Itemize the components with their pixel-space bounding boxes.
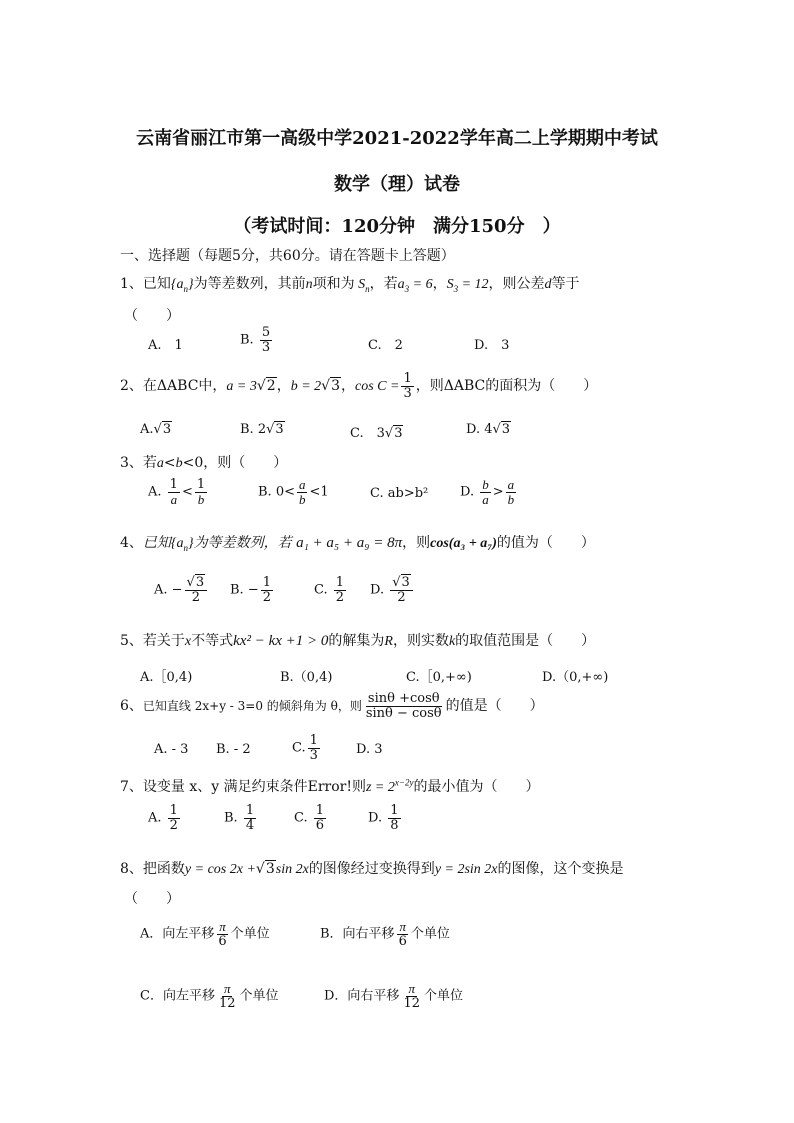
q3-option-c: C. ab>b² [370, 486, 429, 501]
q4-option-a: A. − $\frac{√3}{2}$ [154, 576, 209, 604]
q5-option-c: C.［0,+∞) [406, 670, 472, 685]
q5-option-d: D.（0,+∞) [542, 670, 609, 685]
document-subtitle: 数学（理）试卷 [334, 174, 460, 195]
question-8: 8、把函数y = cos 2x +√3sin 2x的图像经过变换得到y = 2sin 2x的图像，这个变换是 [120, 861, 624, 877]
q3-option-d: D. $\frac{b}{a}$ > $\frac{a}{b}$ [460, 477, 515, 507]
question-7: 7、设变量 x、y 满足约束条件Error!则$z = 2^{x-2y}$的最小值为（ ） [120, 777, 540, 795]
q7-option-a: A. $\frac{1}{2}$ [148, 803, 178, 833]
q5-option-a: A.［0,4) [140, 670, 193, 685]
q7-option-c: C. $\frac{1}{6}$ [294, 803, 325, 833]
q4-option-b: B. − $\frac{1}{2}$ [230, 575, 271, 605]
q2-option-c: C. 3√3 [350, 426, 403, 441]
question-1: 1、已知$\{a_n\}$为等差数列，其前n项和为 $S_n$，若$a_3 = 6$，$S_3 = 12$，则公差d等于 [120, 276, 580, 294]
q6-option-b: B. - 2 [216, 742, 251, 757]
q1-option-c: C. 2 [368, 338, 403, 353]
q4-option-c: C. $\frac{1}{2}$ [314, 575, 345, 605]
q8-option-c: C．向左平移 $\frac{\pi}{12}$ 个单位 [140, 981, 279, 1011]
question-1-paren: （ ） [124, 308, 180, 324]
q4-option-d: D. $\frac{√3}{2}$ [370, 576, 415, 604]
q2-option-d: D. 4√3 [466, 422, 511, 437]
q1-option-a: A. 1 [148, 338, 183, 353]
q2-option-a: A.√3 [140, 422, 172, 437]
document-title: 云南省丽江市第一高级中学2021-2022学年高二上学期期中考试 [136, 128, 658, 149]
q1-option-d: D. 3 [474, 338, 510, 353]
question-4: 4、已知$\{a_n\}$为等差数列，若 a₁ + a₅ + a₉ = 8π，则cos(a₃ + a₇)的值为（ ） [120, 535, 595, 553]
q8-option-a: A．向左平移 $\frac{\pi}{6}$ 个单位 [140, 919, 270, 949]
question-3: 3、若a<b<0，则（ ） [120, 455, 288, 471]
q3-option-b: B. 0< $\frac{a}{b}$ <1 [258, 477, 329, 507]
section-heading: 一、选择题（每题5分，共60分。请在答题卡上答题） [120, 248, 455, 264]
q5-option-b: B.（0,4) [280, 670, 333, 685]
q8-option-b: B．向右平移 $\frac{\pi}{6}$ 个单位 [320, 919, 450, 949]
question-2: 2、在ΔABC中，a = 3√2，b = 2√3，cos C = $\frac{1}{3}$ ，则ΔABC的面积为（ ） [120, 371, 598, 401]
q7-option-b: B. $\frac{1}{4}$ [224, 803, 255, 833]
q6-option-a: A. - 3 [154, 742, 189, 757]
q6-option-c: C. $\frac{1}{3}$ [292, 733, 318, 763]
exam-info: （考试时间：120分钟 满分150分 ） [233, 216, 561, 237]
q2-option-b: B. 2√3 [240, 422, 284, 437]
q7-option-d: D. $\frac{1}{8}$ [368, 803, 399, 833]
q1-option-b: B. $\frac{5}{3}$ [240, 325, 271, 355]
question-6: 6、已知直线 2x+y - 3=0 的倾斜角为 θ，则 $\frac{\sin\theta +\cos\theta}{\sin\theta - \cos\theta}$ 的值是（ ） [120, 691, 544, 721]
question-8-paren: （ ） [124, 891, 180, 907]
q3-option-a: A. $\frac{1}{a}$ < $\frac{1}{b}$ [148, 477, 206, 507]
q8-option-d: D．向右平移 $\frac{\pi}{12}$ 个单位 [324, 981, 463, 1011]
q6-option-d: D. 3 [356, 742, 383, 757]
question-5: 5、若关于x不等式kx² − kx +1 > 0的解集为R，则实数k的取值范围是（ ） [120, 633, 596, 649]
